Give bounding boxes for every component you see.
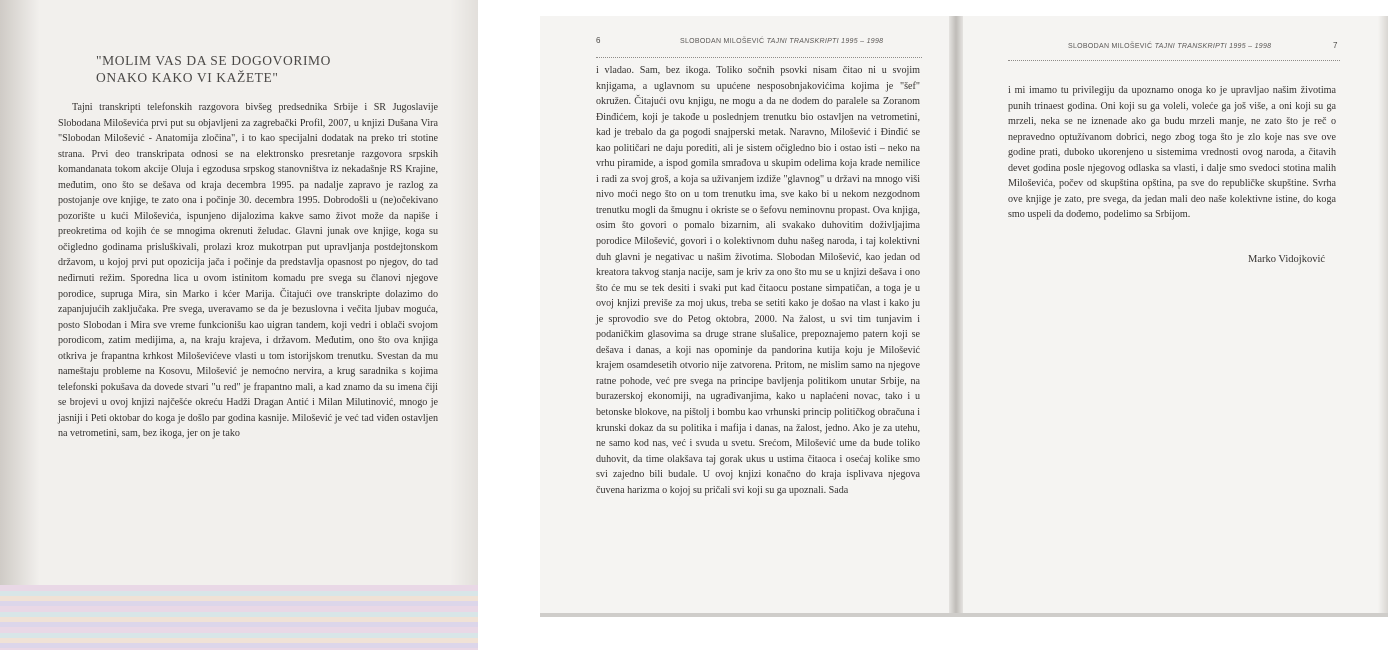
running-head-author: SLOBODAN MILOŠEVIĆ bbox=[680, 38, 765, 45]
paragraph: i vladao. Sam, bez ikoga. Toliko sočnih psovki nisam čitao ni u svojim knjigama, a uglavnom su upućene nesposobnjakovićima kojima je "šef" okružen. Čitajući ovu knjigu, ne mogu a da ne dodem do paralele sa Zoranom Đinđićem, koji je takođe u poslednjem trenutku bio ostavljen na vetrometini, kad je trebalo da ga pogodi snajperski metak. Naravno, Milošević i Đinđić se kao političari ne daju porediti, ali je sistem očigledno bio i ostao isti – neko na vrhu piramide, a ispod gomila smrađova u skupim odelima koja krade nemilice i radi za svoj groš, a koja sa uživanjem izdiže "glavnog" u državi na mnogo viši nivo moći nego što on u tom trenutku ima, sve kako bi u nekom nezgodnom trenutku mogli da šmugnu i okriste se o šefovu neminovnu propast. Ova knjiga, osim što govori o pomalo bizarnim, ali svakako duhovitim doživljajima porodice Milošević, govori i o kolektivnom duhu našeg naroda, i taj kolektivni duh glavni je negativac u našim životima. Slobodan Milošević, kao jedan od kreatora takvog stanja nacije, sam je kriv za ono što mu se u knjizi dešava i ono što će mu se tek desiti i svaki put kad čitaocu postane simpatičan, a toga je u ovoj knjizi previše za moj ukus, treba se setiti kako je došao na vlast i kako ju je sprovodio sve do Petog oktobra, 2000. Na žalost, u svi tim tunjavim i podaničkim glasovima sa druge strane slušalice, prepoznajemo patern koji se dešava i danas, a koji nas opominje da pandorina kutija koju je Milošević krajem osamdesetih otvorio nije zatvorena. Pritom, ne mislim samo na njegove ratne pohode, već pre svega na principe bavljenja politikom unutar Srbije, na burazerskoj ekonomiji, na ugrađivanjima, kako u naplaćeni novac, tako i u betonske blokove, na pištolj i bombu kao vrhunski princip političkog obračuna i krunski dokaz da su politika i mafija i danas, na žalost, jedno. Ako je za utehu, ne samo kod nas, već i svuda u svetu. Srećom, Milošević ume da bude toliko duhovit, da time olakšava taj gorak ukus u ustima čitaoca i osećaj kolike smo svi zajedno bili budale. U ovoj knjizi konačno do kraja isplivava njegova čuvena harizma o kojoj su pričali svi koji su ga upoznali. Sada bbox=[596, 65, 920, 496]
page-number: 7 bbox=[1333, 41, 1338, 50]
chapter-title-line: "MOLIM VAS DA SE DOGOVORIMO bbox=[96, 53, 331, 68]
author-signature: Marko Vidojković bbox=[1248, 254, 1326, 265]
running-head-title: TAJNI TRANSKRIPTI 1995 – 1998 bbox=[766, 38, 884, 45]
paragraph: i mi imamo tu privilegiju da upoznamo onoga ko je upravljao našim životima punih trinaest godina. Oni koji su ga voleli, voleće ga još više, a oni koji su ga mrzeli, neka se ne iznenade ako ga budu mrzeli manje, ne zato što je reč o nepravedno optužívanom dobrici, nego zbog toga što je zlo koje nas sve ove godine prati, duboko ukorenjeno u sistemima vrednosti ovog naroda, a čitavih devet godina posle njegovog odlaska sa vlasti, i dalje smo svedoci stotina malih Miloševića, počev od skupština opština, pa sve do republičke skupštine. Svrha ove knjige je zato, pre svega, da jedan mali deo naše kolektivne istine, do koga smo uspeli da dođemo, podelimo sa Srbijom. bbox=[1008, 85, 1336, 221]
header-rule bbox=[1008, 60, 1340, 61]
scanner-artifact-strip bbox=[0, 585, 478, 650]
paragraph: Tajni transkripti telefonskih razgovora bivšeg predsednika Srbije i SR Jugoslavije Slobodana Miloševića prvi put su objavljeni za zagrebački Profil, 2007, u knjizi Dušana Vira "Slobodan Milošević - Anatomija zločina", i to kao specijalni dodatak na preko tri stotine strana. Prvi deo transkripata odnosi se na elektronsko presretanje razgovora srpskih komandanata tokom akcije Oluja i egzodusa srpskog stanovništva iz nekadašnje RS Krajine, međutim, ono što se dešava od kraja decembra 1995. pa nadalje zapravo je razlog za postojanje ove knjige, te zato ona i počinje 30. decembra 1995. Dobrodošli u (ne)očekivano pozorište u kući Miloševića, ispunjeno dijalozima kakve samo život može da napiše i preokretima od kojih će se mnogima okrenuti želudac. Glavni junak ove knjige, koga su očigledno godinama prisluškivali, prolazi kroz mukotrpan put upravljanja postdejtonskom državom, u kojoj prvi put opozicija jača i počinje da predstavlja opasnost po njegov, do tad neđirnuti režim. Sporedna lica u ovom istinitom komadu pre svega su članovi njegove porodice, supruga Mira, sin Marko i kćer Marija. Čitajući ove transkripte dolazimo do zapanjujućih zaključaka. Pre svega, uveravamo se da je bezuslovna i večita ljubav moguća, posto Slobodan i Mira sve vreme funkcionišu kao uigran tandem, koji vedri i oblači svojom porodicom, zatim medijima, a, na kraju krajeva, i državom. Međutim, ono što ova knjiga otkriva je frapantna krhkost Miloševićeve vlasti u tom istorijskom trenutku. Svestan da mu nameštaju probleme na Kosovu, Milošević je nemoćno nervira, a krug saradnika s kojima telefonski pokušava da dovede stvari "u red" je frapantno mali, a kad znamo da su imena čiji se brojevi u ovoj knjizi najčešće okreću Hadži Dragan Antić i Milan Milutinović, mnogo je jasniji i Peti oktobar do koga je došlo par godina kasnije. Milošević je već tad viđen ostavljen na vetrometini, sam, bez ikoga, jer on je tako bbox=[58, 102, 438, 440]
page7-body bbox=[1008, 83, 1336, 223]
chapter-title-line: ONAKO KAKO VI KAŽETE" bbox=[96, 70, 279, 85]
page-gap bbox=[478, 0, 540, 650]
header-rule bbox=[596, 57, 922, 58]
chapter-title bbox=[96, 52, 436, 86]
running-head bbox=[1068, 43, 1271, 50]
running-head bbox=[680, 38, 883, 45]
book-gutter bbox=[949, 16, 963, 613]
page-edge bbox=[1378, 16, 1388, 613]
left-page-edge-shadow bbox=[450, 0, 478, 585]
running-head-title: TAJNI TRANSKRIPTI 1995 – 1998 bbox=[1154, 43, 1272, 50]
running-head-author: SLOBODAN MILOŠEVIĆ bbox=[1068, 43, 1153, 50]
left-page-binding-shadow bbox=[0, 0, 40, 585]
page-number: 6 bbox=[596, 36, 601, 45]
left-page-body bbox=[58, 100, 438, 442]
page6-body bbox=[596, 63, 920, 498]
